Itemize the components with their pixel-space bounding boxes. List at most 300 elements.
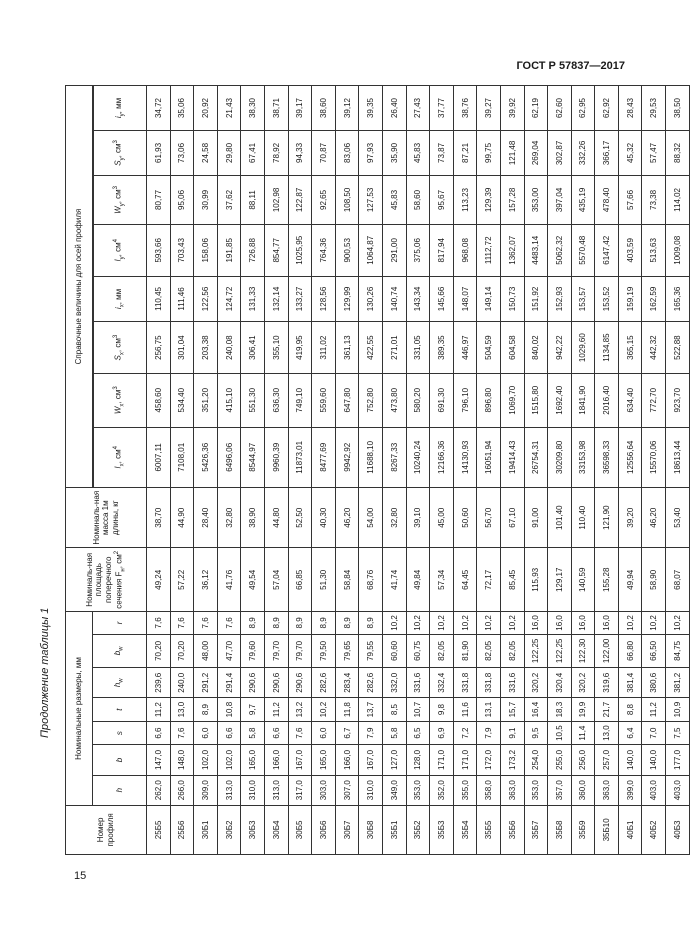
table-cell: 99,75 [477, 131, 501, 176]
table-cell: 317,0 [288, 775, 312, 805]
table-cell: 52,50 [288, 488, 312, 548]
table-cell: 6,6 [217, 721, 241, 745]
table-row [264, 86, 288, 855]
table-cell: 153,57 [571, 276, 595, 322]
table-cell: 121,48 [500, 131, 524, 176]
table-cell: 166,0 [264, 745, 288, 775]
table-cell: 647,80 [335, 373, 359, 427]
table-cell: 67,41 [241, 131, 265, 176]
table-cell: 79,60 [241, 634, 265, 668]
table-cell: 95,06 [170, 175, 194, 224]
table-cell: 522,88 [666, 322, 690, 373]
table-cell: 5570,48 [571, 225, 595, 276]
table-cell: 15570,06 [642, 427, 666, 487]
table-cell: 88,32 [666, 131, 690, 176]
table-cell: 1841,90 [571, 373, 595, 427]
table-cell: 35,06 [170, 86, 194, 131]
table-cell: 36598,33 [595, 427, 619, 487]
table-cell: 26754,31 [524, 427, 548, 487]
table-cell: 473,80 [382, 373, 406, 427]
table-cell: 313,0 [217, 775, 241, 805]
table-cell: 703,43 [170, 225, 194, 276]
table-cell: 49,84 [406, 548, 430, 612]
table-cell: 1112,72 [477, 225, 501, 276]
table-cell: 415,10 [217, 373, 241, 427]
table-cell: 24,58 [194, 131, 218, 176]
table-row [618, 86, 642, 855]
table-cell: 158,06 [194, 225, 218, 276]
table-cell: 10,7 [406, 698, 430, 722]
table-cell: 39,17 [288, 86, 312, 131]
table-cell: 121,90 [595, 488, 619, 548]
table-cell: 36,12 [194, 548, 218, 612]
table-cell: 73,06 [170, 131, 194, 176]
profile-number-cell: 35Б5 [477, 805, 501, 854]
table-cell: 39,27 [477, 86, 501, 131]
table-cell: 5062,32 [548, 225, 572, 276]
table-cell: 130,26 [359, 276, 383, 322]
profile-number-cell: 30Б2 [217, 805, 241, 854]
table-cell: 95,67 [430, 175, 454, 224]
table-row [241, 86, 265, 855]
table-row [335, 86, 359, 855]
table-cell: 968,08 [453, 225, 477, 276]
profile-number-cell: 30Б1 [194, 805, 218, 854]
table-cell: 6496,06 [217, 427, 241, 487]
table-cell: 133,27 [288, 276, 312, 322]
table-cell: 12556,64 [618, 427, 642, 487]
table-cell: 70,87 [312, 131, 336, 176]
table-cell: 9,8 [430, 698, 454, 722]
table-cell: 6,7 [335, 721, 359, 745]
table-cell: 49,24 [147, 548, 171, 612]
table-cell: 266,0 [170, 775, 194, 805]
table-row [382, 86, 406, 855]
table-cell: 173,2 [500, 745, 524, 775]
table-cell: 8,9 [241, 612, 265, 634]
table-cell: 355,0 [453, 775, 477, 805]
table-cell: 56,70 [477, 488, 501, 548]
table-cell: 122,25 [524, 634, 548, 668]
table-cell: 124,72 [217, 276, 241, 322]
table-cell: 11,2 [147, 698, 171, 722]
table-cell: 57,66 [618, 175, 642, 224]
standard-number: ГОСТ Р 57837—2017 [516, 60, 625, 72]
profile-number-cell: 40Б3 [666, 805, 690, 854]
table-cell: 360,0 [571, 775, 595, 805]
table-cell: 49,54 [241, 548, 265, 612]
table-row [500, 86, 524, 855]
data-table-rotated [65, 85, 682, 855]
ref-ixr-header: $i_x$, мм [94, 276, 147, 322]
table-cell: 128,56 [312, 276, 336, 322]
table-cell: 271,01 [382, 322, 406, 373]
table-cell: 38,70 [147, 488, 171, 548]
table-cell: 319,6 [595, 668, 619, 698]
table-cell: 1009,08 [666, 225, 690, 276]
table-cell: 6,0 [312, 721, 336, 745]
table-cell: 752,80 [359, 373, 383, 427]
table-cell: 7,9 [477, 721, 501, 745]
table-cell: 240,08 [217, 322, 241, 373]
table-cell: 6147,42 [595, 225, 619, 276]
table-cell: 29,80 [217, 131, 241, 176]
table-cell: 310,0 [241, 775, 265, 805]
table-cell: 8,9 [194, 698, 218, 722]
table-cell: 8,9 [359, 612, 383, 634]
table-row [453, 86, 477, 855]
table-cell: 151,92 [524, 276, 548, 322]
dim-s-header: s [93, 721, 147, 745]
table-continuation-caption: Продолжение таблицы 1 [39, 607, 51, 738]
table-cell: 47,70 [217, 634, 241, 668]
table-cell: 46,20 [642, 488, 666, 548]
table-cell: 604,58 [500, 322, 524, 373]
profile-number-cell: 30Б5 [288, 805, 312, 854]
table-cell: 5,8 [241, 721, 265, 745]
table-cell: 102,98 [264, 175, 288, 224]
table-cell: 13,0 [595, 721, 619, 745]
table-cell: 10,2 [382, 612, 406, 634]
table-cell: 313,0 [264, 775, 288, 805]
table-cell: 10,2 [618, 612, 642, 634]
table-cell: 51,30 [312, 548, 336, 612]
table-cell: 50,60 [453, 488, 477, 548]
table-cell: 38,90 [241, 488, 265, 548]
table-cell: 355,10 [264, 322, 288, 373]
table-cell: 49,94 [618, 548, 642, 612]
table-cell: 38,50 [666, 86, 690, 131]
table-cell: 310,0 [359, 775, 383, 805]
table-cell: 7,6 [170, 612, 194, 634]
mass-header: Номиналь-ная масса 1м длины, кг [66, 488, 147, 548]
table-cell: 46,20 [335, 488, 359, 548]
table-cell: 101,40 [548, 488, 572, 548]
table-cell: 301,04 [170, 322, 194, 373]
profile-number-cell: 40Б1 [618, 805, 642, 854]
table-cell: 73,87 [430, 131, 454, 176]
table-cell: 167,0 [288, 745, 312, 775]
table-cell: 28,43 [618, 86, 642, 131]
table-cell: 307,0 [335, 775, 359, 805]
dim-t-header: t [93, 698, 147, 722]
table-cell: 27,43 [406, 86, 430, 131]
table-cell: 129,99 [335, 276, 359, 322]
table-cell: 796,10 [453, 373, 477, 427]
table-cell: 7,6 [147, 612, 171, 634]
table-cell: 111,46 [170, 276, 194, 322]
ref-sx-header: $S_x$, $см^3$ [94, 322, 147, 373]
table-cell: 62,95 [571, 86, 595, 131]
ref-wy-header: $W_y$, $см^3$ [94, 175, 147, 224]
table-cell: 38,30 [241, 86, 265, 131]
profile-number-cell: 25Б5 [147, 805, 171, 854]
table-cell: 446,97 [453, 322, 477, 373]
table-row [217, 86, 241, 855]
table-cell: 256,75 [147, 322, 171, 373]
table-cell: 66,80 [618, 634, 642, 668]
table-cell: 30209,80 [548, 427, 572, 487]
table-cell: 92,65 [312, 175, 336, 224]
table-cell: 513,63 [642, 225, 666, 276]
table-cell: 6,4 [618, 721, 642, 745]
table-row [430, 86, 454, 855]
table-cell: 15,7 [500, 698, 524, 722]
table-row [194, 86, 218, 855]
table-row [666, 86, 690, 855]
ref-sy-header: $S_y$, $см^3$ [94, 131, 147, 176]
table-cell: 162,59 [642, 276, 666, 322]
table-row [147, 86, 171, 855]
table-cell: 165,0 [312, 745, 336, 775]
table-cell: 41,76 [217, 548, 241, 612]
table-cell: 122,87 [288, 175, 312, 224]
table-cell: 332,0 [382, 668, 406, 698]
table-cell: 8,9 [335, 612, 359, 634]
table-cell: 148,07 [453, 276, 477, 322]
table-cell: 45,32 [618, 131, 642, 176]
table-cell: 66,85 [288, 548, 312, 612]
table-cell: 331,8 [453, 668, 477, 698]
profile-number-cell: 30Б6 [312, 805, 336, 854]
table-cell: 155,28 [595, 548, 619, 612]
table-cell: 357,0 [548, 775, 572, 805]
table-cell: 57,04 [264, 548, 288, 612]
table-cell: 10,2 [642, 612, 666, 634]
table-cell: 166,0 [335, 745, 359, 775]
table-cell: 32,80 [217, 488, 241, 548]
table-cell: 239,6 [147, 668, 171, 698]
table-cell: 72,17 [477, 548, 501, 612]
table-cell: 11873,01 [288, 427, 312, 487]
table-cell: 302,87 [548, 131, 572, 176]
area-header: Номиналь-ная площадь поперечного сечения $F_н$, $см^2$ [66, 548, 147, 612]
table-cell: 37,62 [217, 175, 241, 224]
table-cell: 129,17 [548, 548, 572, 612]
table-cell: 73,38 [642, 175, 666, 224]
table-cell: 79,70 [288, 634, 312, 668]
table-cell: 9942,92 [335, 427, 359, 487]
table-cell: 381,4 [618, 668, 642, 698]
table-cell: 6,6 [147, 721, 171, 745]
table-cell: 12166,36 [430, 427, 454, 487]
table-cell: 290,6 [264, 668, 288, 698]
table-cell: 854,77 [264, 225, 288, 276]
dim-bw-header: $b_w$ [93, 634, 147, 668]
table-cell: 140,0 [642, 745, 666, 775]
table-cell: 1025,95 [288, 225, 312, 276]
table-cell: 269,04 [524, 131, 548, 176]
table-cell: 143,34 [406, 276, 430, 322]
table-cell: 157,28 [500, 175, 524, 224]
profile-number-cell: 35Б9 [571, 805, 595, 854]
table-cell: 38,76 [453, 86, 477, 131]
table-cell: 9,1 [500, 721, 524, 745]
table-cell: 361,13 [335, 322, 359, 373]
table-cell: 283,4 [335, 668, 359, 698]
table-cell: 6,0 [194, 721, 218, 745]
table-cell: 7,0 [642, 721, 666, 745]
table-cell: 534,40 [170, 373, 194, 427]
table-cell: 165,0 [241, 745, 265, 775]
table-cell: 127,53 [359, 175, 383, 224]
table-cell: 67,10 [500, 488, 524, 548]
table-cell: 817,94 [430, 225, 454, 276]
table-cell: 366,17 [595, 131, 619, 176]
table-cell: 79,70 [264, 634, 288, 668]
ref-ix-header: $I_x$, $см^4$ [94, 427, 147, 487]
table-cell: 353,0 [406, 775, 430, 805]
table-cell: 320,2 [571, 668, 595, 698]
profile-number-cell: 30Б3 [241, 805, 265, 854]
table-cell: 254,0 [524, 745, 548, 775]
table-cell: 290,6 [241, 668, 265, 698]
table-row [359, 86, 383, 855]
table-cell: 102,0 [217, 745, 241, 775]
table-cell: 145,66 [430, 276, 454, 322]
table-cell: 18,3 [548, 698, 572, 722]
table-cell: 68,76 [359, 548, 383, 612]
table-cell: 478,40 [595, 175, 619, 224]
table-cell: 70,20 [170, 634, 194, 668]
table-cell: 21,7 [595, 698, 619, 722]
table-cell: 403,0 [666, 775, 690, 805]
table-row [571, 86, 595, 855]
table-cell: 88,11 [241, 175, 265, 224]
table-cell: 177,0 [666, 745, 690, 775]
table-cell: 11,6 [453, 698, 477, 722]
table-cell: 1064,87 [359, 225, 383, 276]
profile-number-cell: 30Б4 [264, 805, 288, 854]
table-cell: 171,0 [453, 745, 477, 775]
table-cell: 10,2 [406, 612, 430, 634]
table-cell: 10,5 [548, 721, 572, 745]
table-cell: 13,0 [170, 698, 194, 722]
table-cell: 5,8 [382, 721, 406, 745]
table-cell: 352,0 [430, 775, 454, 805]
table-cell: 45,00 [430, 488, 454, 548]
table-cell: 132,14 [264, 276, 288, 322]
table-cell: 91,00 [524, 488, 548, 548]
table-cell: 58,84 [335, 548, 359, 612]
table-cell: 9,5 [524, 721, 548, 745]
table-cell: 41,74 [382, 548, 406, 612]
table-cell: 419,95 [288, 322, 312, 373]
table-cell: 303,0 [312, 775, 336, 805]
table-cell: 35,90 [382, 131, 406, 176]
profile-number-cell: 40Б2 [642, 805, 666, 854]
table-cell: 39,20 [618, 488, 642, 548]
table-cell: 363,0 [595, 775, 619, 805]
table-cell: 7,2 [453, 721, 477, 745]
table-cell: 16051,94 [477, 427, 501, 487]
table-cell: 10,8 [217, 698, 241, 722]
table-cell: 79,50 [312, 634, 336, 668]
table-cell: 9,7 [241, 698, 265, 722]
profile-number-cell: 35Б10 [595, 805, 619, 854]
dim-b-header: b [93, 745, 147, 775]
table-cell: 149,14 [477, 276, 501, 322]
table-cell: 26,40 [382, 86, 406, 131]
table-cell: 397,04 [548, 175, 572, 224]
table-cell: 39,12 [335, 86, 359, 131]
table-cell: 332,4 [430, 668, 454, 698]
table-cell: 39,35 [359, 86, 383, 131]
table-cell: 11,8 [335, 698, 359, 722]
table-cell: 165,36 [666, 276, 690, 322]
table-cell: 331,8 [477, 668, 501, 698]
table-cell: 7,6 [170, 721, 194, 745]
table-cell: 115,93 [524, 548, 548, 612]
table-cell: 110,40 [571, 488, 595, 548]
table-cell: 363,0 [500, 775, 524, 805]
table-cell: 282,6 [359, 668, 383, 698]
table-cell: 82,05 [430, 634, 454, 668]
profile-number-header: Номер профиля [66, 805, 147, 854]
table-cell: 11,4 [571, 721, 595, 745]
table-cell: 381,2 [666, 668, 690, 698]
table-body [147, 86, 690, 855]
table-cell: 78,92 [264, 131, 288, 176]
ref-wx-header: $W_x$, $см^3$ [94, 373, 147, 427]
table-cell: 45,83 [406, 131, 430, 176]
table-cell: 403,59 [618, 225, 642, 276]
table-cell: 1134,85 [595, 322, 619, 373]
table-cell: 191,85 [217, 225, 241, 276]
table-cell: 79,55 [359, 634, 383, 668]
table-cell: 29,53 [642, 86, 666, 131]
table-cell: 435,19 [571, 175, 595, 224]
table-row [477, 86, 501, 855]
table-cell: 8477,69 [312, 427, 336, 487]
table-cell: 108,50 [335, 175, 359, 224]
table-cell: 16,4 [524, 698, 548, 722]
table-cell: 691,30 [430, 373, 454, 427]
table-cell: 331,6 [500, 668, 524, 698]
table-cell: 10,2 [453, 612, 477, 634]
dim-r-header: r [93, 612, 147, 634]
table-cell: 62,92 [595, 86, 619, 131]
table-cell: 504,59 [477, 322, 501, 373]
table-row [524, 86, 548, 855]
table-cell: 580,20 [406, 373, 430, 427]
table-cell: 44,90 [170, 488, 194, 548]
table-cell: 726,88 [241, 225, 265, 276]
table-cell: 7,6 [288, 721, 312, 745]
profile-number-cell: 30Б8 [359, 805, 383, 854]
table-cell: 636,30 [264, 373, 288, 427]
table-cell: 16,0 [524, 612, 548, 634]
table-cell: 331,05 [406, 322, 430, 373]
table-cell: 64,45 [453, 548, 477, 612]
table-cell: 291,00 [382, 225, 406, 276]
table-cell: 82,05 [477, 634, 501, 668]
table-cell: 8,9 [264, 612, 288, 634]
table-row [548, 86, 572, 855]
profile-number-cell: 35Б8 [548, 805, 572, 854]
table-cell: 44,80 [264, 488, 288, 548]
table-cell: 32,80 [382, 488, 406, 548]
table-cell: 1515,80 [524, 373, 548, 427]
table-cell: 113,23 [453, 175, 477, 224]
table-cell: 290,6 [288, 668, 312, 698]
table-cell: 45,83 [382, 175, 406, 224]
table-cell: 39,92 [500, 86, 524, 131]
table-cell: 422,55 [359, 322, 383, 373]
table-cell: 6007,11 [147, 427, 171, 487]
table-cell: 152,93 [548, 276, 572, 322]
table-cell: 7,9 [359, 721, 383, 745]
